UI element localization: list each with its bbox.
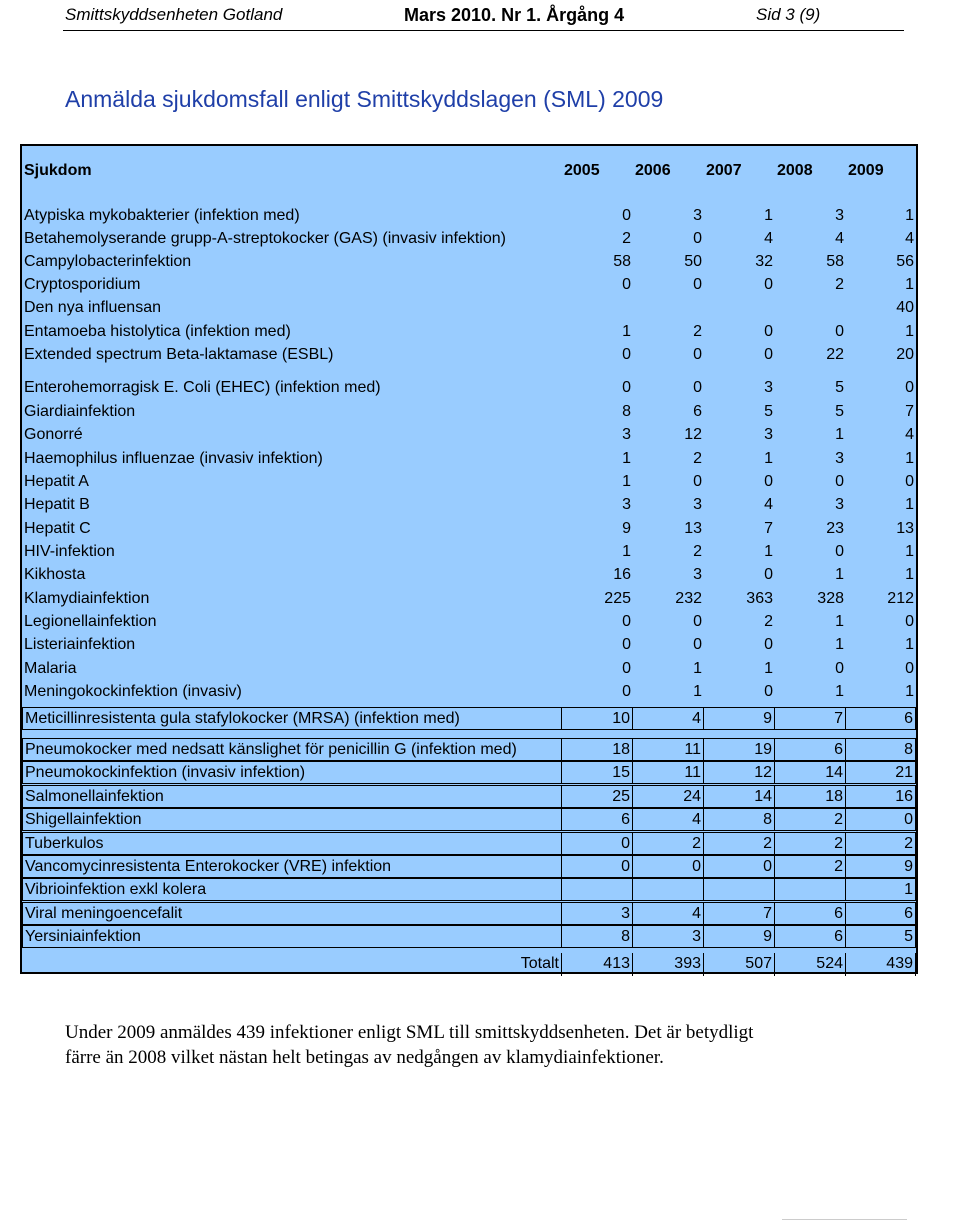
cell-2009: 20: [896, 346, 914, 363]
disease-name: Kikhosta: [24, 566, 86, 583]
cell-2008: 1: [835, 683, 844, 700]
disease-name: Campylobacterinfektion: [24, 253, 192, 270]
cell-2009: 1: [905, 207, 914, 224]
table-row: [22, 832, 916, 855]
cell-2008: 22: [826, 346, 844, 363]
cell-2005: 3: [562, 902, 633, 925]
cell-2005: 0: [622, 683, 631, 700]
disease-name: Gonorré: [24, 426, 83, 443]
cell-2009: 13: [896, 520, 914, 537]
table-row: [22, 494, 916, 517]
cell-2007: 1: [764, 543, 773, 560]
cell-2009: 8: [846, 738, 916, 761]
total-label: Totalt: [22, 953, 562, 976]
disease-name: Betahemolyserande grupp-A-streptokocker (GAS) (invasiv infektion): [24, 230, 506, 247]
cell-2009: 0: [905, 660, 914, 677]
cell-2005: 25: [562, 785, 633, 808]
disease-name: Atypiska mykobakterier (infektion med): [24, 207, 300, 224]
table-row: [22, 297, 916, 320]
cell-2005: 0: [622, 660, 631, 677]
disease-name: Hepatit A: [24, 473, 89, 490]
disease-name: Malaria: [24, 660, 77, 677]
table-row: [22, 808, 916, 831]
cell-2009: 1: [905, 683, 914, 700]
disease-name: Tuberkulos: [22, 832, 562, 855]
cell-2008: 1: [835, 636, 844, 653]
disease-name: Meningokockinfektion (invasiv): [24, 683, 242, 700]
cell-2008: 4: [835, 230, 844, 247]
page-title: Anmälda sjukdomsfall enligt Smittskyddslagen (SML) 2009: [65, 86, 664, 112]
cell-2009: 0: [905, 613, 914, 630]
cell-2007: 5: [764, 403, 773, 420]
cell-2005: 3: [622, 426, 631, 443]
cell-2006: 0: [693, 276, 702, 293]
cell-2008: 2: [775, 808, 846, 831]
cell-2007: 1: [764, 450, 773, 467]
table-row: [22, 902, 916, 925]
disease-name: HIV-infektion: [24, 543, 115, 560]
cell-2005: 0: [622, 346, 631, 363]
cell-2005: 58: [613, 253, 631, 270]
disease-name: Klamydiainfektion: [24, 590, 150, 607]
cell-2008: 5: [835, 403, 844, 420]
cell-2005: 0: [622, 613, 631, 630]
cell-2008: 18: [775, 785, 846, 808]
cell-2009: 7: [905, 403, 914, 420]
table-row: [22, 855, 916, 878]
disease-name: Enterohemorragisk E. Coli (EHEC) (infektion med): [24, 379, 381, 396]
summary-line-2: färre än 2008 vilket nästan helt betingas av nedgången av klamydiainfektioner.: [65, 1047, 664, 1068]
cell-2006: 24: [633, 785, 704, 808]
table-row: [22, 925, 916, 948]
cell-2008: 1: [835, 566, 844, 583]
table-row: [22, 448, 916, 471]
cell-2005: [562, 878, 633, 901]
cell-2006: 50: [684, 253, 702, 270]
column-header-2006: 2006: [635, 162, 671, 179]
cell-2008: 0: [835, 660, 844, 677]
cell-2006: 12: [684, 426, 702, 443]
cell-2005: 16: [613, 566, 631, 583]
cell-2006: 3: [633, 925, 704, 948]
cell-2008: 5: [835, 379, 844, 396]
cell-2007: 2: [764, 613, 773, 630]
disease-name: Giardiainfektion: [24, 403, 136, 420]
cell-2008: 2: [835, 276, 844, 293]
disease-name: Meticillinresistenta gula stafylokocker (MRSA) (infektion med): [22, 707, 562, 730]
cell-2008: 0: [835, 323, 844, 340]
cell-2009: 0: [846, 808, 916, 831]
cell-2005: 225: [604, 590, 631, 607]
cell-2009: 9: [846, 855, 916, 878]
disease-name: Pneumokocker med nedsatt känslighet för penicillin G (infektion med): [22, 738, 562, 761]
cell-2006: 2: [633, 832, 704, 855]
cell-2007: 12: [704, 761, 775, 784]
cell-2005: 8: [562, 925, 633, 948]
cell-2006: 3: [693, 496, 702, 513]
column-header-2008: 2008: [777, 162, 813, 179]
cell-2009: 1: [905, 496, 914, 513]
cell-2007: 0: [764, 323, 773, 340]
cell-2007: 32: [755, 253, 773, 270]
disease-name: Viral meningoencefalit: [22, 902, 562, 925]
cell-2008: 23: [826, 520, 844, 537]
cell-2006: 1: [693, 683, 702, 700]
cell-2007: 0: [764, 566, 773, 583]
cell-2007: 363: [746, 590, 773, 607]
table-row: [22, 344, 916, 367]
page-header: [65, 5, 885, 27]
cell-2009: 16: [846, 785, 916, 808]
cell-2008: 0: [835, 473, 844, 490]
disease-name: Yersiniainfektion: [22, 925, 562, 948]
cell-2007: 0: [704, 855, 775, 878]
cell-2008: 1: [835, 426, 844, 443]
table-row: [22, 634, 916, 657]
cell-2007: [704, 878, 775, 901]
cell-2009: 4: [905, 230, 914, 247]
cell-2005: 0: [622, 636, 631, 653]
cell-2005: 0: [562, 855, 633, 878]
cell-2008: 7: [775, 707, 846, 730]
table-row: [22, 205, 916, 228]
disease-name: Shigellainfektion: [22, 808, 562, 831]
cell-2007: 0: [764, 276, 773, 293]
table-row: [22, 401, 916, 424]
disease-name: Vibrioinfektion exkl kolera: [22, 878, 562, 901]
header-org: Smittskyddsenheten Gotland: [65, 5, 283, 24]
header-rule: [63, 30, 904, 31]
cell-2009: 6: [846, 707, 916, 730]
cell-2006: 4: [633, 808, 704, 831]
cell-2009: 1: [905, 323, 914, 340]
disease-name: Vancomycinresistenta Enterokocker (VRE) infektion: [22, 855, 562, 878]
cell-2007: 0: [764, 636, 773, 653]
cell-2006: 13: [684, 520, 702, 537]
table-row: [22, 611, 916, 634]
disease-name: Cryptosporidium: [24, 276, 141, 293]
disease-name: Entamoeba histolytica (infektion med): [24, 323, 291, 340]
cell-2007: 9: [704, 707, 775, 730]
cell-2005: 6: [562, 808, 633, 831]
cell-2006: 0: [693, 379, 702, 396]
cell-2008: 3: [835, 450, 844, 467]
cell-2009: 1: [905, 450, 914, 467]
cell-2005: 0: [622, 379, 631, 396]
cell-2006: 4: [633, 707, 704, 730]
table-row: [22, 761, 916, 784]
cell-2008: 6: [775, 902, 846, 925]
cell-2007: 3: [764, 379, 773, 396]
cell-2009: 21: [846, 761, 916, 784]
total-2005: 413: [562, 953, 633, 976]
cell-2005: 1: [622, 543, 631, 560]
cell-2006: 3: [693, 207, 702, 224]
table-row: [22, 588, 916, 611]
cell-2007: 2: [704, 832, 775, 855]
cell-2009: 1: [905, 276, 914, 293]
cell-2005: [562, 297, 633, 320]
summary-text: [65, 1020, 865, 1070]
cell-2006: 0: [693, 346, 702, 363]
cell-2006: 3: [693, 566, 702, 583]
cell-2006: 0: [693, 636, 702, 653]
cell-2005: 0: [622, 276, 631, 293]
cell-2008: 14: [775, 761, 846, 784]
cell-2008: 6: [775, 925, 846, 948]
header-page-number: Sid 3 (9): [756, 5, 821, 24]
table-row: [22, 541, 916, 564]
cell-2009: 1: [905, 636, 914, 653]
cell-2005: 1: [622, 450, 631, 467]
table-row: [22, 785, 916, 808]
disease-name: Hepatit B: [24, 496, 90, 513]
cell-2007: 14: [704, 785, 775, 808]
cell-2005: 9: [622, 520, 631, 537]
cell-2008: 6: [775, 738, 846, 761]
disease-name: Pneumokockinfektion (invasiv infektion): [22, 761, 562, 784]
cell-2006: 6: [693, 403, 702, 420]
table-row: [22, 738, 916, 761]
header-issue: Mars 2010. Nr 1. Årgång 4: [404, 5, 625, 25]
cell-2007: 0: [764, 346, 773, 363]
table-row: [22, 564, 916, 587]
cell-2008: 58: [826, 253, 844, 270]
cell-2009: 1: [905, 543, 914, 560]
column-header-2005: 2005: [564, 162, 600, 179]
cell-2007: 0: [764, 473, 773, 490]
cell-2007: 8: [704, 808, 775, 831]
total-2007: 507: [704, 953, 775, 976]
cell-2007: [704, 297, 775, 320]
disease-name: Salmonellainfektion: [22, 785, 562, 808]
cell-2008: 1: [835, 613, 844, 630]
table-row: [22, 707, 916, 730]
cell-2009: 212: [887, 590, 914, 607]
cell-2005: 3: [622, 496, 631, 513]
cell-2006: 0: [633, 855, 704, 878]
disease-name: Haemophilus influenzae (invasiv infektion): [24, 450, 323, 467]
cell-2005: 1: [622, 323, 631, 340]
table-row: [22, 658, 916, 681]
cell-2009: 2: [846, 832, 916, 855]
cell-2006: [633, 878, 704, 901]
cell-2006: 2: [693, 450, 702, 467]
table-row: [22, 228, 916, 251]
cell-2006: [633, 297, 704, 320]
cell-2009: 0: [905, 379, 914, 396]
cell-2007: 1: [764, 207, 773, 224]
disease-name: Legionellainfektion: [24, 613, 157, 630]
table-row: [22, 321, 916, 344]
cell-2005: 0: [562, 832, 633, 855]
disease-name: Listeriainfektion: [24, 636, 136, 653]
total-2008: 524: [775, 953, 846, 976]
cell-2007: 1: [764, 660, 773, 677]
summary-line-1: Under 2009 anmäldes 439 infektioner enligt SML till smittskyddsenheten. Det är betydligt: [65, 1022, 754, 1043]
table-row: [22, 274, 916, 297]
cell-2009: 56: [896, 253, 914, 270]
cell-2008: [775, 878, 846, 901]
cell-2005: 15: [562, 761, 633, 784]
column-header-disease: Sjukdom: [24, 162, 92, 179]
cell-2007: 0: [764, 683, 773, 700]
cell-2005: 0: [622, 207, 631, 224]
cell-2009: 1: [846, 878, 916, 901]
cell-2007: 19: [704, 738, 775, 761]
cell-2005: 8: [622, 403, 631, 420]
bottom-rule: [782, 1219, 907, 1220]
cell-2009: 40: [896, 299, 914, 316]
cell-2006: 2: [693, 323, 702, 340]
cell-2006: 1: [693, 660, 702, 677]
cell-2006: 2: [693, 543, 702, 560]
cell-2007: 3: [764, 426, 773, 443]
cell-2009: 1: [905, 566, 914, 583]
cell-2008: 2: [775, 855, 846, 878]
cell-2009: 0: [905, 473, 914, 490]
table-row: [22, 424, 916, 447]
total-2006: 393: [633, 953, 704, 976]
cell-2006: 0: [693, 230, 702, 247]
disease-name: Extended spectrum Beta-laktamase (ESBL): [24, 346, 334, 363]
cell-2008: 0: [835, 543, 844, 560]
cell-2009: 6: [846, 902, 916, 925]
total-2009: 439: [846, 953, 916, 976]
column-header-2009: 2009: [848, 162, 884, 179]
table-row: [22, 377, 916, 400]
cell-2006: 4: [633, 902, 704, 925]
table-row: [22, 471, 916, 494]
cell-2006: 11: [633, 761, 704, 784]
cell-2008: 328: [817, 590, 844, 607]
cell-2006: 232: [675, 590, 702, 607]
cell-2007: 7: [704, 902, 775, 925]
cell-2009: 5: [846, 925, 916, 948]
cell-2005: 1: [622, 473, 631, 490]
cell-2008: [775, 297, 846, 320]
cell-2005: 2: [622, 230, 631, 247]
cell-2008: 3: [835, 207, 844, 224]
cell-2006: 0: [693, 613, 702, 630]
cell-2007: 7: [764, 520, 773, 537]
table-row: [22, 251, 916, 274]
cell-2008: 2: [775, 832, 846, 855]
cell-2006: 0: [693, 473, 702, 490]
cell-2007: 4: [764, 496, 773, 513]
table-row: [22, 518, 916, 541]
table-row: [22, 681, 916, 704]
disease-name: Den nya influensan: [24, 299, 161, 316]
table-row: [22, 878, 916, 901]
disease-table: [20, 144, 918, 974]
cell-2005: 10: [562, 707, 633, 730]
cell-2008: 3: [835, 496, 844, 513]
disease-name: Hepatit C: [24, 520, 91, 537]
cell-2007: 9: [704, 925, 775, 948]
cell-2007: 4: [764, 230, 773, 247]
total-row: [22, 953, 916, 976]
column-header-2007: 2007: [706, 162, 742, 179]
cell-2009: 4: [905, 426, 914, 443]
cell-2006: 11: [633, 738, 704, 761]
cell-2005: 18: [562, 738, 633, 761]
